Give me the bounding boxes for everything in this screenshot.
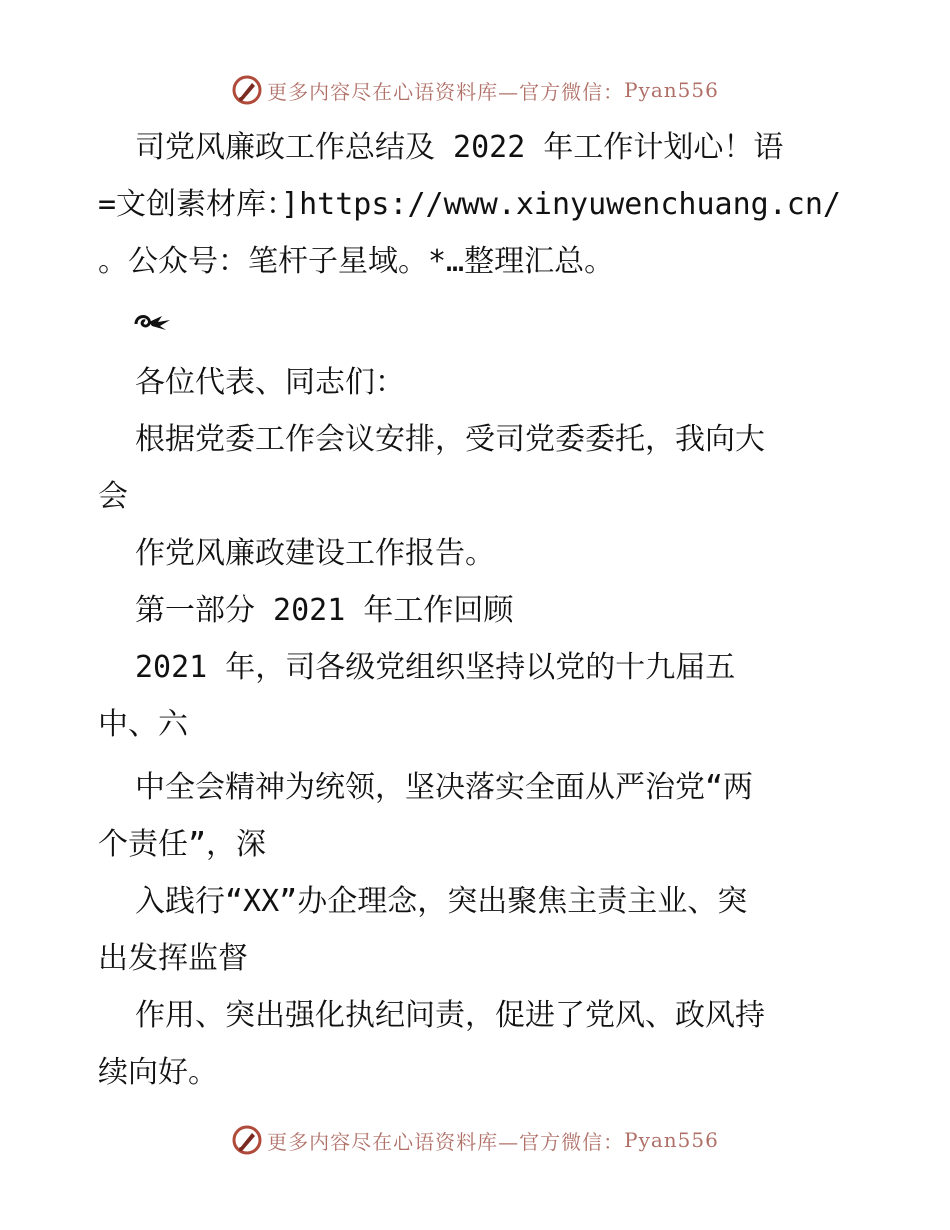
text-line: 会	[98, 479, 128, 514]
banner-text: 更多内容尽在心语资料库—官方微信：	[267, 1129, 625, 1154]
text-line: 出发挥监督	[98, 941, 248, 976]
text-line: 2021 年，司各级党组织坚持以党的十九届五	[135, 650, 736, 685]
banner-wechat-id: Pyan556	[624, 1128, 719, 1152]
scroll-ornament-icon	[132, 308, 174, 336]
text-line: 作党风廉政建设工作报告。	[135, 536, 495, 571]
text-line: 入践行“XX”办企理念，突出聚焦主责主业、突	[135, 884, 748, 919]
text-line: 司党风廉政工作总结及 2022 年工作计划心！语	[135, 130, 784, 165]
text-line: 各位代表、同志们：	[135, 365, 405, 400]
text-line: 。公众号：笔杆子星域。*…整理汇总。	[98, 244, 615, 279]
pen-circle-logo-icon	[231, 1124, 263, 1156]
banner-wechat-id: Pyan556	[624, 78, 719, 102]
footer-banner	[0, 1120, 950, 1160]
text-line: =文创素材库：]https://www.xinyuwenchuang.cn/	[98, 187, 841, 222]
text-line: 第一部分 2021 年工作回顾	[135, 593, 514, 628]
text-line: 续向好。	[98, 1055, 218, 1090]
banner-text: 更多内容尽在心语资料库—官方微信：	[267, 79, 625, 104]
text-line: 中、六	[98, 707, 188, 742]
text-line: 个责任”，深	[98, 827, 267, 862]
text-line: 根据党委工作会议安排，受司党委委托，我向大	[135, 422, 765, 457]
text-line: 作用、突出强化执纪问责，促进了党风、政风持	[135, 998, 765, 1033]
text-line: 中全会精神为统领，坚决落实全面从严治党“两	[135, 770, 754, 805]
